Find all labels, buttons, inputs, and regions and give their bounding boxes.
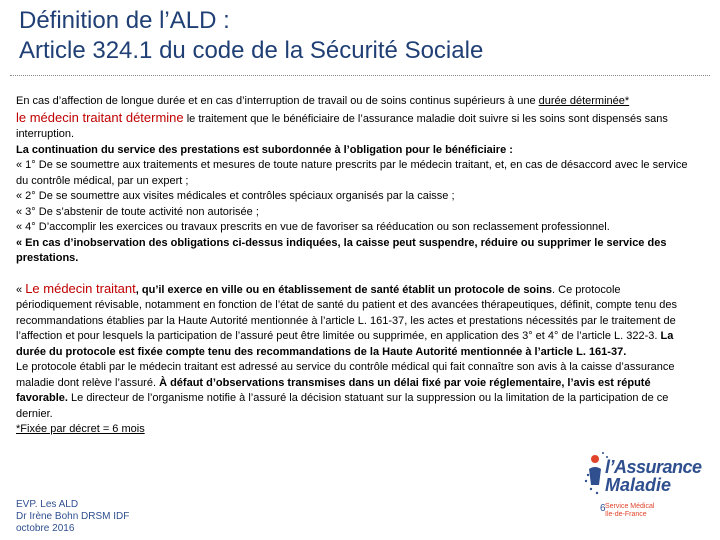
protocol-text: . Ce protocole périodiquement révisable, notamment en fonction de l’état de santé du patient et des avancées thérapeutiques, définit, compte tenu des recommandations établies par la Haute Autorité mentionnée à l’article L. 161-37, les actes et prestations nécessités par le traitement de l’affection et pour lesquels la participation de l’assuré peut être limitée ou supprimée, en application des 3° et 4° de l’article L. 322-3. (16, 283, 678, 342)
footer-line-2: Dr Irène Bohn DRSM IDF (16, 511, 130, 522)
paragraph-transmission (16, 360, 692, 422)
spacer (16, 267, 692, 281)
list-item: « 4° D’accomplir les exercices ou travaux prescrits en vue de favoriser sa rééducation ou son reclassement professionnel. (16, 221, 610, 233)
footer-line-1: EVP. Les ALD (16, 499, 79, 510)
list-item: « En cas d’inobservation des obligations ci-dessus indiquées, la caisse peut suspendre, réduire ou supprimer le service des prestations. (16, 236, 667, 264)
logo-sub-2: Ile-de-France (605, 511, 647, 518)
list-item: « 2° De se soumettre aux visites médicales et contrôles spéciaux organisés par la caisse ; (16, 190, 455, 202)
underlined-term: durée déterminée* (538, 95, 630, 107)
logo-sub-1: Service Médical (605, 503, 655, 510)
title-line-1: Définition de l’ALD : (19, 7, 230, 34)
bold-text: À défaut d’observations transmises dans un délai fixé par voie réglementaire, l’avis est réputé favorable. (16, 376, 651, 404)
title-divider (10, 75, 710, 76)
bold-text: , qu’il exerce en ville ou en établissement de santé établit un protocole de soins (135, 283, 553, 296)
red-emphasis: Le médecin traitant (25, 280, 136, 296)
footer-line-3: octobre 2016 (16, 523, 75, 534)
footnote: *Fixée par décret = 6 mois (16, 423, 145, 435)
list-item: « 1° De se soumettre aux traitements et mesures de toute nature prescrits par le médecin traitant, et, en cas de désaccord avec le service du contrôle médical, par un expert ; (16, 159, 688, 187)
transmission-text: Le protocole établi par le médecin traitant est adressé au service du contrôle médical qui fait connaître son avis à la caisse d’assurance maladie dont relève l’assuré. (16, 361, 675, 389)
title-line-2: Article 324.1 du code de la Sécurité Sociale (19, 37, 484, 64)
intro-text: En cas d’affection de longue durée et en cas d’interruption de travail ou de soins continus supérieurs à une (16, 95, 539, 107)
bold-text: La durée du protocole est fixée compte tenu des recommandations de la Haute Autorité mentionnée à l’article L. 161-37. (16, 330, 674, 358)
page-number: 6 (600, 503, 606, 514)
list-item: « 3° De s’abstenir de toute activité non autorisée ; (16, 205, 259, 218)
footer (16, 499, 216, 535)
article-body (16, 94, 692, 438)
logo-text-1: l’Assurance (605, 457, 702, 477)
logo-subtitle (605, 503, 654, 519)
red-emphasis: le médecin traitant détermine (16, 109, 184, 125)
slide-title (19, 6, 709, 66)
intro-text-end: le traitement que le bénéficiaire de l’assurance maladie doit suivre si les soins sont dispensés sans interruption. (16, 112, 668, 140)
paragraph-condition: La continuation du service des prestations est subordonnée à l’obligation pour le bénéficiaire : (16, 143, 513, 156)
paragraph-protocol (16, 281, 692, 361)
transmission-text-end: Le directeur de l’organisme notifie à l’assuré la décision statuant sur la suppression ou la limitation de la participation de ce dernier. (16, 392, 669, 420)
logo-text-2: Maladie (605, 475, 672, 495)
quote-mark: « (16, 283, 26, 296)
paragraph-intro (16, 94, 692, 143)
